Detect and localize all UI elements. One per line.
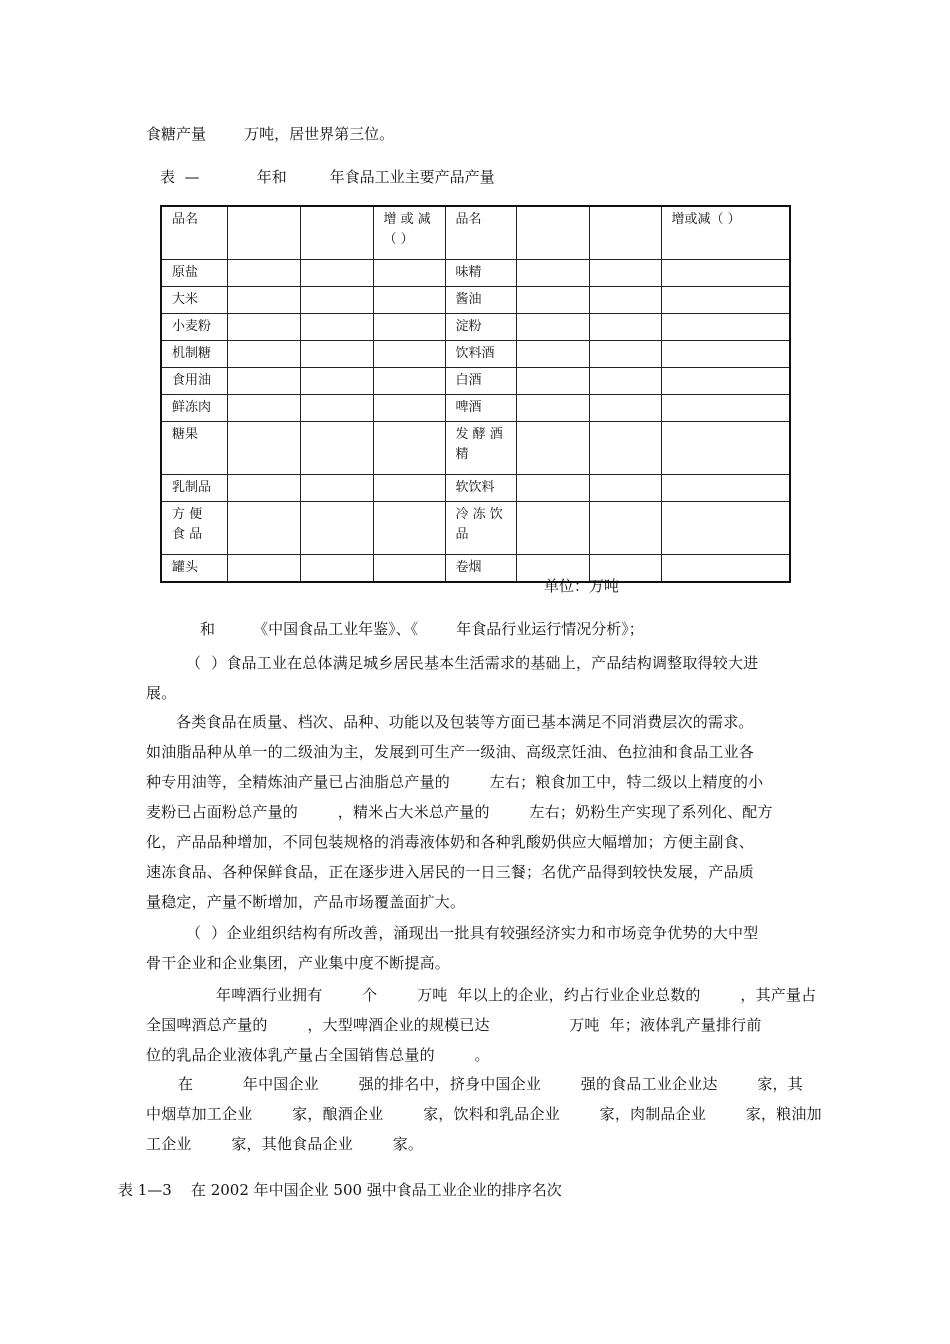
table-row [161,287,790,314]
product-name: 罐头 [161,555,227,583]
product-name: 酱油 [445,287,516,314]
product-name: 糖果 [161,422,227,475]
product-name: 冷 冻 饮 品 [445,502,516,555]
product-name: 淀粉 [445,314,516,341]
table2-caption: 表 1—3 在 2002 年中国企业 500 强中食品工业企业的排序名次 [118,1181,562,1199]
product-name: 饮料酒 [445,341,516,368]
intro-line: 食糖产量 万吨，居世界第三位。 [146,125,395,143]
unit-note: 单位：万吨 [544,577,620,595]
table-row [161,422,790,475]
product-name: 啤酒 [445,395,516,422]
paragraph-structure: （ ）食品工业在总体满足城乡居民基本生活需求的基础上，产品结构调整取得较大进 展。 [146,654,759,702]
product-name: 白酒 [445,368,516,395]
paragraph-ranking: 在 年中国企业 强的排名中，挤身中国企业 强的食品工业企业达 家，其 中烟草加工企业 家，酿酒企业 家，饮料和乳品企业 家，肉制品企业 家，粮油加 工企业 家，其他食品企业 家。 [146,1075,822,1153]
table-row [161,475,790,502]
paragraph-organization: （ ）企业组织结构有所改善，涌现出一批具有较强经济实力和市场竞争优势的大中型 骨干企业和企业集团，产业集中度不断提高。 [146,924,759,972]
product-name: 机制糖 [161,341,227,368]
product-name: 卷烟 [445,555,516,583]
product-name: 味精 [445,260,516,287]
table-caption: 表 — 年和 年食品工业主要产品产量 [160,168,495,186]
product-name: 鲜冻肉 [161,395,227,422]
header-change-right: 增或减（ ） [661,206,790,260]
source-line: 和 《中国食品工业年鉴》、《 年食品行业运行情况分析》； [200,620,644,638]
product-name: 软饮料 [445,475,516,502]
table-row [161,395,790,422]
product-name: 食用油 [161,368,227,395]
table-row [161,314,790,341]
table-row [161,368,790,395]
product-name: 乳制品 [161,475,227,502]
production-table [160,205,791,583]
table-row [161,260,790,287]
product-name: 方 便 食 品 [161,502,227,555]
product-name: 大米 [161,287,227,314]
product-name: 小麦粉 [161,314,227,341]
table-header-row [161,206,790,260]
table-row [161,555,790,583]
paragraph-quality: 各类食品在质量、档次、品种、功能以及包装等方面已基本满足不同消费层次的需求。 如油脂品种从单一的二级油为主，发展到可生产一级油、高级烹饪油、色拉油和食品工业各 种专用油等，全精炼油产量已占油脂总产量的 左右；粮食加工中，特二级以上精度的小 麦粉已占面粉总产量的 ，精米占大米总产量的 左右；奶粉生产实现了系列化、配方 化，产品品种增加，不同包装规格的消毒液体奶和各种乳酸奶供应大幅增加；方便主副食、 速冻食品、各种保鲜食品，正在逐步进入居民的一日三餐；名优产品得到较快发展，产品质 量稳定，产量不断增加，产品市场覆盖面扩大。 [146,713,773,911]
header-name-right: 品名 [445,206,516,260]
table-row [161,341,790,368]
paragraph-beer: 年啤酒行业拥有 个 万吨 年以上的企业，约占行业企业总数的 ，其产量占 全国啤酒总产量的 ，大型啤酒企业的规模已达 万吨 年；液体乳产量排行前 位的乳品企业液体乳产量占全国销售总量的 。 [146,986,817,1064]
product-name: 发 酵 酒 精 [445,422,516,475]
table-row [161,502,790,555]
header-change-left: 增 或 减（ ） [373,206,445,260]
header-name-left: 品名 [161,206,227,260]
product-name: 原盐 [161,260,227,287]
